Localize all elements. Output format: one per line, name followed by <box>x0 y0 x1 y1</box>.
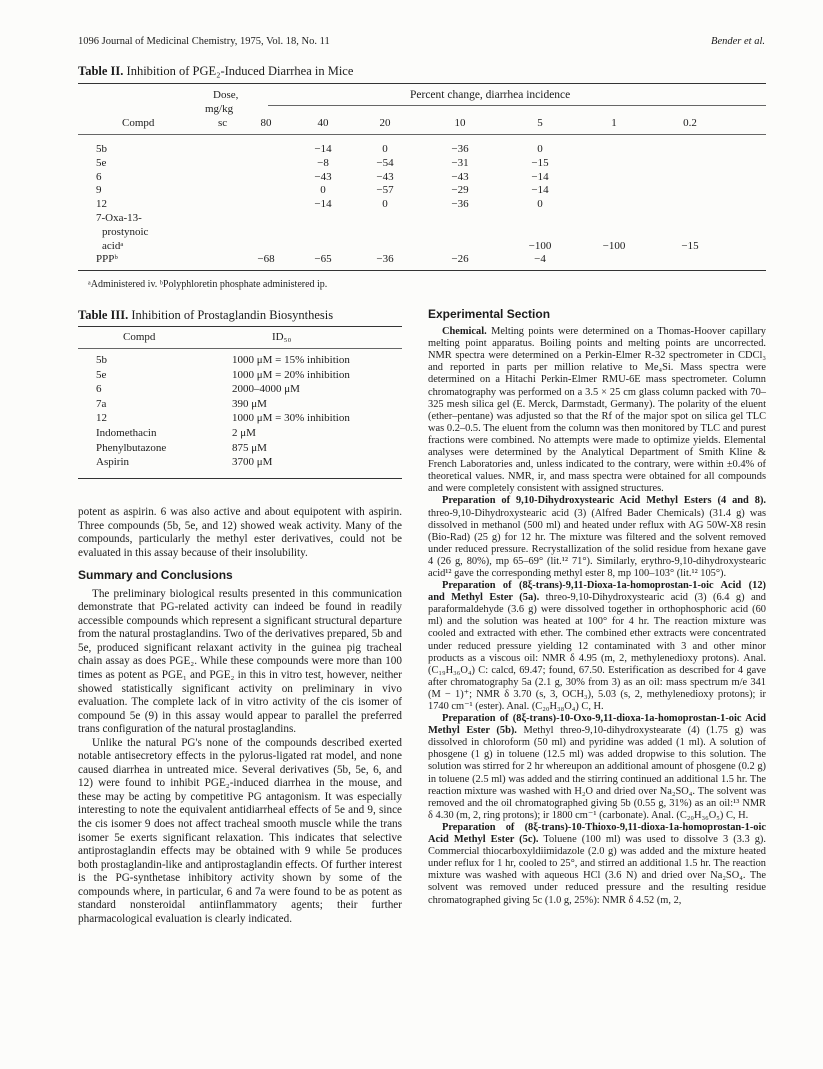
prep-lead-2: Preparation of (8ξ-trans)-9,11-Dioxa-1a-homoprostan-1-oic Acid (12) and Methyl Ester (5a). <box>428 580 766 604</box>
prep-text-1: threo-9,10-Dihydroxystearic acid (3) (Alfred Bader Chemicals) (31.4 g) was dissolved in methanol (500 ml) and heated under reflux with AG 50W-X8 resin (Bio-Rad) (25 g) for 12 hr. The mixture was filtered and the solvent removed under reduced pressure. Recrystallization of the solid residue from hexane gave 4 (26 g, 80%), mp 65–69° (lit.¹² 71°). Similarly, erythro-9,10-dihydroxystearic acid¹² gave the corresponding methyl ester 8, mp 100–103° (lit.¹² 105°). <box>428 507 766 579</box>
table3-value-cell: 1000 μM = 30% inhibition <box>232 412 350 425</box>
table2-compd-cell: PPPᵇ <box>96 253 118 266</box>
summary-para-1: The preliminary biological results presented in this communication demonstrate that PG-related activity can indeed be found in readily accessible compounds which represent a significant structural departure from the natural prostaglandins. Two of the derivatives prepared, 5b and 5e, produced significant relaxant activity in the guinea pig tracheal chain assay as does PGE₂. While these compounds were more than 100 times as potent as PGE₁ and PGE₂ in this in vitro test, however, neither showed statistically significant activity on preliminary in vivo evaluation. The complete lack of in vitro activity of the cis isomer of compound 5e (9) in this assay would appear to parallel the preferred trans configuration of the natural prostaglandins. <box>78 587 402 736</box>
table2-group-rule <box>268 105 766 106</box>
table3-value-cell: 390 μM <box>232 397 267 410</box>
table2-dose-header-cell: 5 <box>537 117 543 129</box>
table3-value-cell: 875 μM <box>232 441 267 454</box>
table2-title <box>78 64 353 79</box>
table2-value-cell: −8 <box>317 156 329 169</box>
prep-para-1 <box>428 495 766 580</box>
table3-compd-cell: 5e <box>96 368 107 381</box>
table2-value-cell: 0 <box>537 198 543 211</box>
table2-value-cell: −26 <box>451 253 469 266</box>
table3-header-rule <box>78 348 402 349</box>
table2-value-cell: −4 <box>534 253 546 266</box>
table2-value-cell: −43 <box>376 170 394 183</box>
table2-compd-cell: 12 <box>96 198 107 211</box>
table2-value-cell: 0 <box>382 198 388 211</box>
table3-compd-cell: Phenylbutazone <box>96 441 167 454</box>
prep-para-2 <box>428 580 766 713</box>
left-para-continued: potent as aspirin. 6 was also active and about equipotent with aspirin. Three compounds (5b, 5e, and 12) showed weak activity. Many of the compounds, particularly the methyl ester derivatives, could not be evaluated in this assay because of their insolubility. <box>78 506 402 559</box>
table2-value-cell: 0 <box>537 143 543 155</box>
chemical-lead: Chemical. <box>442 326 487 338</box>
table3-bottom-rule <box>78 478 402 479</box>
table3-compd-cell: 5b <box>96 354 107 366</box>
summary-para-2: Unlike the natural PG's none of the compounds described exerted notable antisecretory effects in the pylorus-ligated rat model, and none caused diarrhea in untreated mice. Several derivatives (5b, 5e, 6, and 12) were found to inhibit PGE₂-induced diarrhea in the mouse, and these may be acting by competitive PG antagonism. It was especially interesting to note the equivalent antidiarrheal effects of 5e and 9, since the cis isomer 9 does not affect tracheal smooth muscle while the trans isomer 5e exerts significant relaxation. This indicates that selective antiprostaglandin effects may be obtained with 9 while 5e produces both prostaglandin-like and antiprostaglandin effects. Of further interest is the PG-synthetase inhibitory activity shown by some of the compounds where, in particular, 6 and 7a were found to be as potent as standard nonsteroidal antiinflammatory agents; their further pharmacological evaluation is clearly indicated. <box>78 736 402 925</box>
table2-dose-header-cell: 0.2 <box>683 117 697 129</box>
table2-compd-cell: prostynoic <box>102 225 149 238</box>
prep-para-3 <box>428 713 766 822</box>
table2-value-cell: −100 <box>528 239 552 252</box>
table2-title-text: Inhibition of PGE₂-Induced Diarrhea in Mice <box>123 64 354 78</box>
table3-value-cell: 2000–4000 μM <box>232 383 300 396</box>
table3-compd-cell: Indomethacin <box>96 427 157 439</box>
table2-compd-cell: 9 <box>96 184 102 197</box>
table2-value-cell: −65 <box>314 253 332 266</box>
table2-value-cell: −57 <box>376 184 394 197</box>
table3-id50-header: ID₅₀ <box>272 331 292 343</box>
table2-compd-cell: 6 <box>96 170 102 183</box>
prep-lead-1: Preparation of 9,10-Dihydroxystearic Acid Methyl Esters (4 and 8). <box>442 495 766 507</box>
table2-title-label: Table II. <box>78 64 124 78</box>
table3-value-cell: 3700 μM <box>232 456 273 469</box>
prep-text-2: threo-9,10-Dihydroxystearic acid (3) (6.4 g) and paraformaldehyde (3.6 g) were dissolved together in orthophosphoric acid (60 ml) and the solution was heated at 100° for 4 hr. The reaction mixture was cooled and extracted with ether. The combined ether extracts were concentrated under reduced pressure yielding 12 contaminated with 3 and other minor products as a viscous oil: NMR δ 4.95 (m, 2, methylenedioxy protons). Anal. (C₁₉H₃₆O₄) C: calcd, 69.47; found, 67.50. Esterification as described for 4 gave after chromatography 5a (2.1 g, 30% from 3) as an oil: mass spectrum m/e 341 (M − 1)⁺; NMR δ 3.70 (s, 3, OCH₃), 5.03 (s, 2, methylenedioxy protons); ir 1740 cm⁻¹ (ester). Anal. (C₂₀H₃₈O₄) C, H. <box>428 592 767 712</box>
table2-value-cell: −31 <box>451 156 469 169</box>
table3-title-text: Inhibition of Prostaglandin Biosynthesis <box>128 308 334 322</box>
table2-value-cell: 0 <box>382 143 388 155</box>
table2-dose-header-cell: 80 <box>260 117 272 129</box>
table2-compd-cell: 7-Oxa-13- <box>96 212 142 224</box>
table2-dose-header-cell: 20 <box>379 117 391 129</box>
table3-value-cell: 2 μM <box>232 427 256 439</box>
table3-value-cell: 1000 μM = 15% inhibition <box>232 354 350 366</box>
table2-bottom-rule <box>78 270 766 271</box>
table2-footnote: ᵃAdministered iv. ᵇPolyphloretin phosphate administered ip. <box>88 279 328 290</box>
right-column <box>428 308 766 907</box>
prep-text-3: Methyl threo-9,10-dihydroxystearate (4) (1.75 g) was dissolved in chloroform (50 ml) and pyridine was added (1 ml). A solution of phosgene (1 g) in toluene (12.5 ml) was added dropwise to this solution. The solution was stirred for 2 hr whereupon an additional amount of phosgene (0.2 g) in toluene (2.5 ml) was added and the stirring continued an additional 1.5 hr. The reaction mixture was washed with H₂O and dried over Na₂SO₄. The solvent was removed and the oil chromatographed giving 5b (0.55 g, 31%) as an oil:¹³ NMR δ 4.30 (m, 2, ring protons); ir 1800 cm⁻¹ (carbonate). Anal. (C₂₀H₃₆O₅) C, H. <box>428 725 766 821</box>
table2-value-cell: −36 <box>451 198 469 211</box>
table3-compd-cell: 6 <box>96 383 102 396</box>
prep-text-4: Toluene (100 ml) was used to dissolve 3 (3.3 g). Commercial thiocarboxyldiimidazole (2.0 g) was added and the mixture heated under reflux for 1 hr, cooled to 25°, and stirred an additional 1.5 hr. The reaction mixture was washed with aqueous HCl (3.6 N) and dried over Na₂SO₄. The solvent was removed under reduced pressure and the resulting residue chromatographed giving 5c (1.0 g, 25%): NMR δ 4.52 (m, 2, <box>428 834 766 906</box>
table2-value-cell: −36 <box>376 253 394 266</box>
table2-compd-cell: acidᵃ <box>102 239 124 252</box>
table3-title-label: Table III. <box>78 308 129 322</box>
table2-value-cell: −14 <box>531 184 549 197</box>
prep-lead-4: Preparation of (8ξ-trans)-10-Thioxo-9,11-dioxa-1a-homoprostan-1-oic Acid Methyl Ester (5c). <box>428 821 766 846</box>
table2-compd-cell: 5b <box>96 143 107 155</box>
table2-value-cell: −43 <box>314 170 332 183</box>
running-header-right: Bender et al. <box>711 36 765 47</box>
table2-value-cell: −14 <box>314 143 332 155</box>
table2-value-cell: −15 <box>531 156 549 169</box>
table2-dose-header-cell: 10 <box>454 117 466 129</box>
table2-group-header: Percent change, diarrhea incidence <box>410 89 571 101</box>
table2-dose-header-1: Dose, <box>213 89 239 101</box>
table3-compd-cell: Aspirin <box>96 456 129 469</box>
chemical-para <box>428 326 766 495</box>
prep-lead-3: Preparation of (8ξ-trans)-10-Oxo-9,11-dioxa-1a-homoprostan-1-oic Acid Methyl Ester (5b). <box>428 713 766 737</box>
table2-dose-header-2: mg/kg <box>205 103 234 115</box>
table3-top-rule <box>78 326 402 327</box>
table2-value-cell: −14 <box>531 170 549 183</box>
left-column <box>78 506 402 926</box>
table2-top-rule <box>78 83 766 84</box>
table2-compd-header: Compd <box>122 117 155 129</box>
table2-value-cell: −43 <box>451 170 469 183</box>
table2-dose-header-cell: 1 <box>611 117 617 129</box>
table2-value-cell: −14 <box>314 198 332 211</box>
table2-header-rule <box>78 134 766 135</box>
chemical-text: Melting points were determined on a Thomas-Hoover capillary melting point apparatus. Boiling points and melting points are uncorrected. NMR spectra were determined on a Perkin-Elmer R-32 spectrometer in CDCl₃ and reported in parts per million relative to Me₄Si. Mass spectra were determined on a Hitachi Perkin-Elmer RMU-6E mass spectrometer. Column chromatography was performed on a 3.5 × 25 cm glass column packed with 70–325 mesh silica gel (E. Merck, Darmstadt, Germany). The polarity of the eluent (ether–pentane) was adjusted so that the Rf of the major spot on silica gel TLC was 0.2–0.5. The eluent from the column was then monitored by TLC and purest fractions were combined. No attempts were made to optimize yields. Elemental analyses were determined by the Analytical Department of Smith Kline & French Laboratories and, unless indicated to the contrary, were within ±0.4% of theoretical values. NMR, ir, and mass spectra were obtained for all compounds and were completely consistent with assigned structures. <box>428 326 766 495</box>
running-header-left: 1096 Journal of Medicinal Chemistry, 1975, Vol. 18, No. 11 <box>78 36 330 47</box>
prep-para-4 <box>428 822 766 907</box>
table3-compd-cell: 12 <box>96 412 107 425</box>
table2-dose-header-cell: 40 <box>317 117 329 129</box>
table2-value-cell: −54 <box>376 156 394 169</box>
table3-compd-header: Compd <box>123 331 156 343</box>
table3-compd-cell: 7a <box>96 397 107 410</box>
table3-value-cell: 1000 μM = 20% inhibition <box>232 368 350 381</box>
table2-value-cell: −15 <box>681 239 699 252</box>
summary-heading: Summary and Conclusions <box>78 568 233 583</box>
table3-title <box>78 308 333 323</box>
experimental-heading: Experimental Section <box>428 307 551 321</box>
table2-value-cell: 0 <box>320 184 326 197</box>
table2-value-cell: −68 <box>257 253 275 266</box>
table2-dose-header-3: sc <box>218 117 228 129</box>
table2-compd-cell: 5e <box>96 156 107 169</box>
table2-value-cell: −29 <box>451 184 469 197</box>
table2-value-cell: −100 <box>602 239 626 252</box>
table2-value-cell: −36 <box>451 143 469 155</box>
